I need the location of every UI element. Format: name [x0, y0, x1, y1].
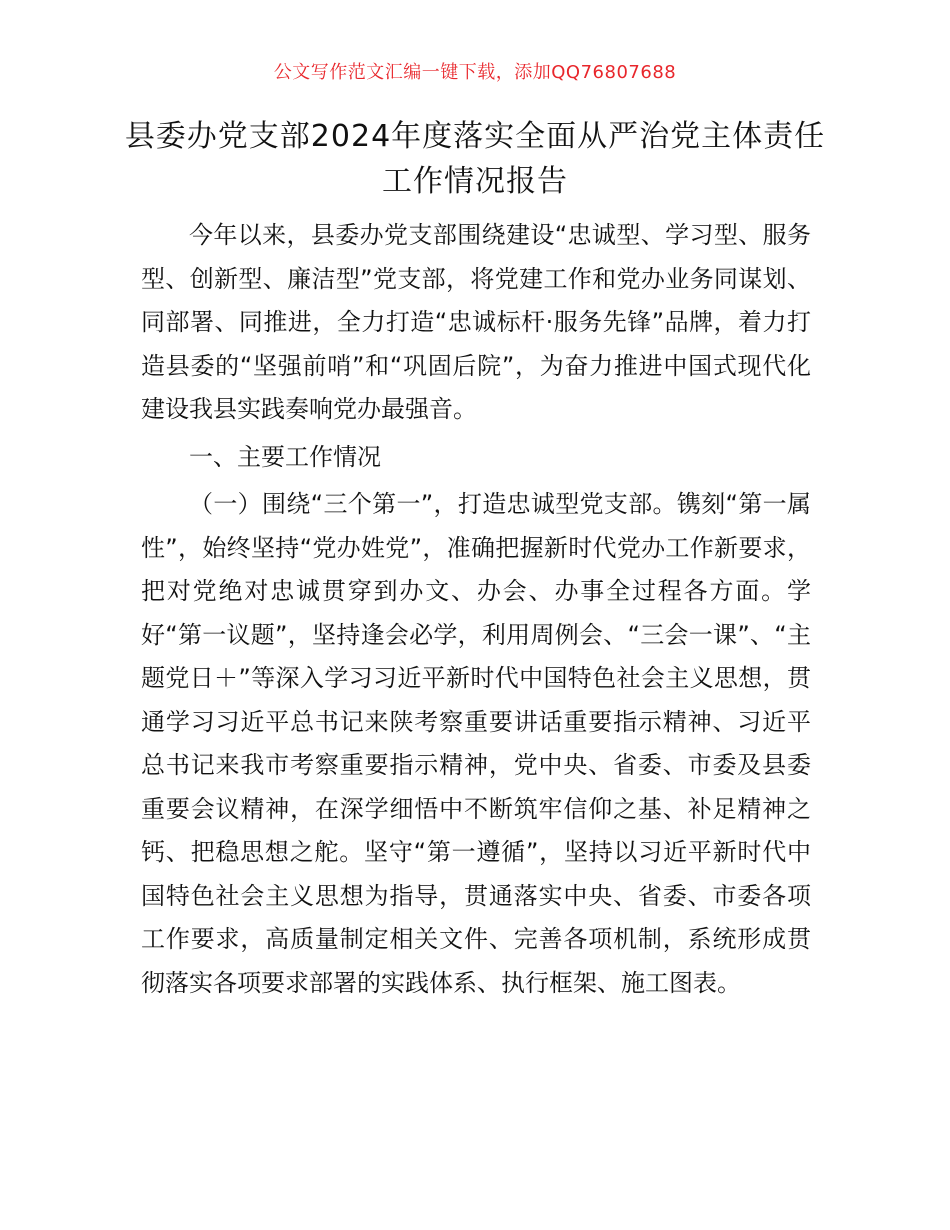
section-heading: 一、主要工作情况: [189, 442, 381, 471]
document-body: [141, 214, 811, 1005]
document-title: 县委办党支部2024年度落实全面从严治党主体责任工作情况报告: [124, 119, 826, 199]
intro-paragraph: 今年以来，县委办党支部围绕建设“忠诚型、学习型、服务型、创新型、廉洁型”党支部，将党建工作和党办业务同谋划、同部署、同推进，全力打造“忠诚标杆·服务先锋”品牌，着力打造县委的“坚强前哨”和“巩固后院”，为奋力推进中国式现代化建设我县实践奏响党办最强音。: [141, 221, 811, 423]
download-banner: 公文写作范文汇编一键下载，添加QQ76807688: [273, 62, 677, 83]
section-paragraph: （一）围绕“三个第一”，打造忠诚型党支部。镌刻“第一属性”，始终坚持“党办姓党”，准确把握新时代党办工作新要求，把对党绝对忠诚贯穿到办文、办会、办事全过程各方面。学好“第一议题”，坚持逢会必学，利用周例会、“三会一课”、“主题党日＋”等深入学习习近平新时代中国特色社会主义思想，贯通学习习近平总书记来陕考察重要讲话重要指示精神、习近平总书记来我市考察重要指示精神，党中央、省委、市委及县委重要会议精神，在深学细悟中不断筑牢信仰之基、补足精神之钙、把稳思想之舵。坚守“第一遵循”，坚持以习近平新时代中国特色社会主义思想为指导，贯通落实中央、省委、市委各项工作要求，高质量制定相关文件、完善各项机制，系统形成贯彻落实各项要求部署的实践体系、执行框架、施工图表。: [141, 490, 811, 997]
